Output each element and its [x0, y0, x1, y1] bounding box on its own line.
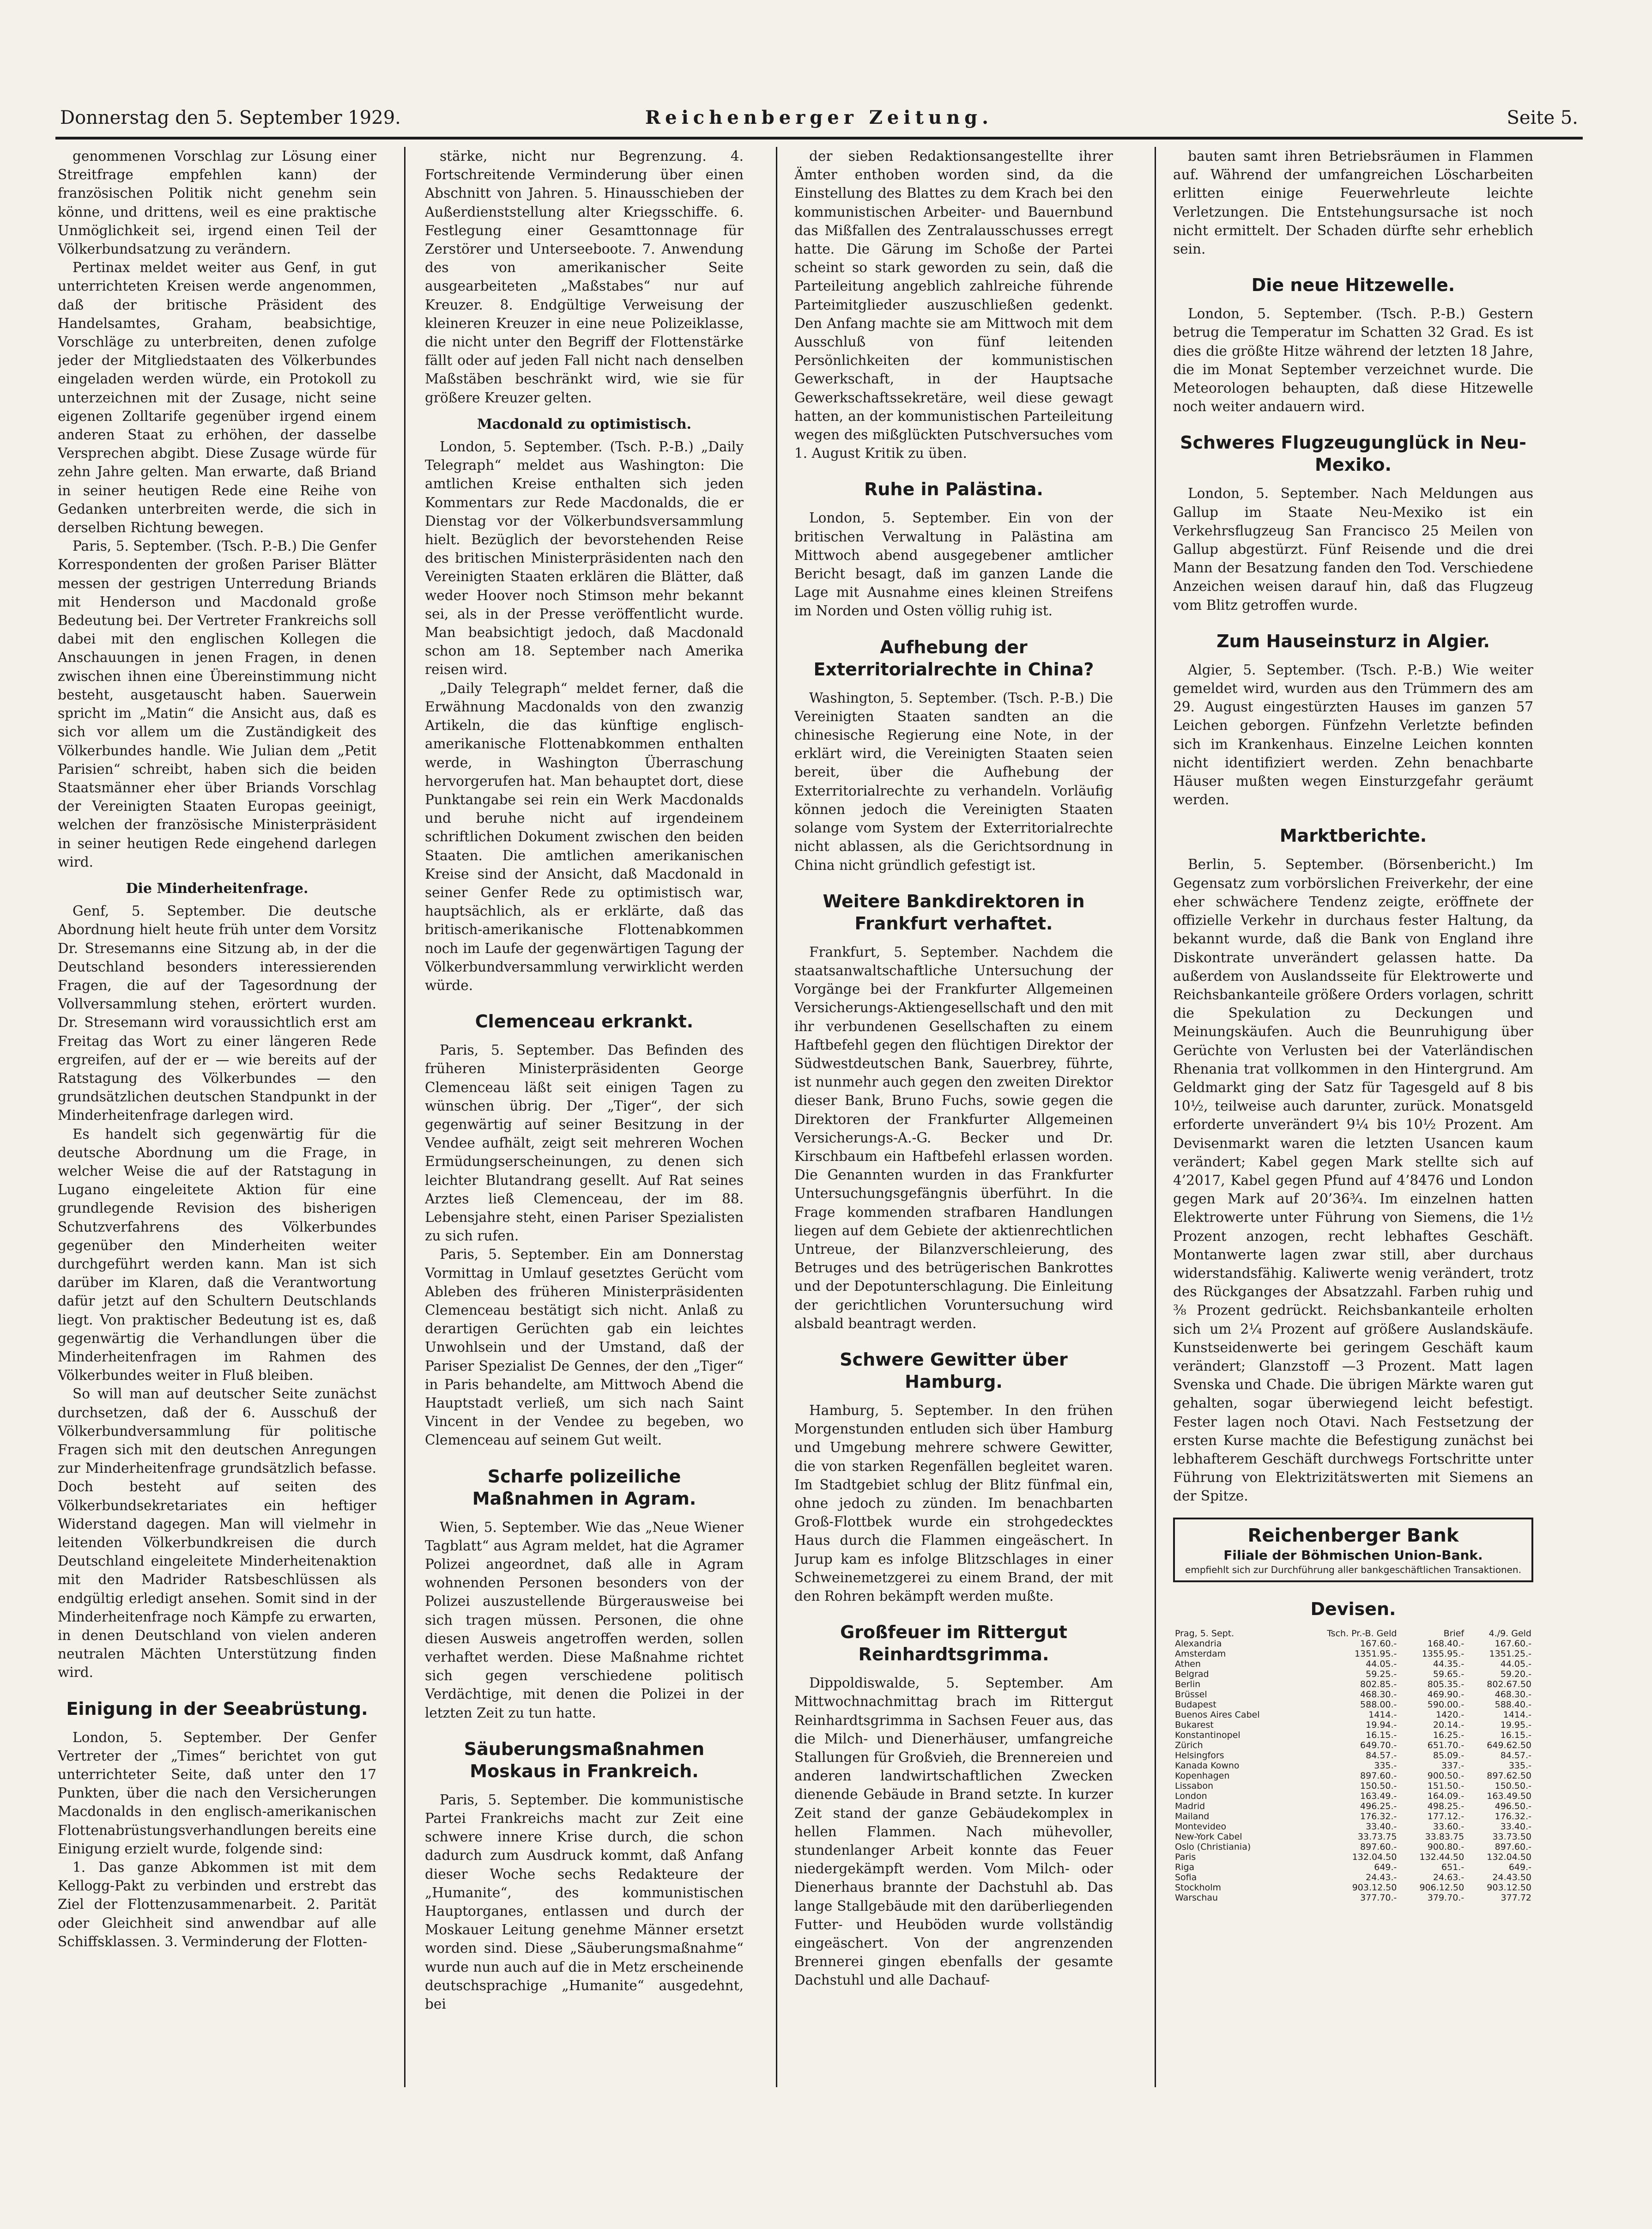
exchange-rate: 1414.- — [1503, 1709, 1531, 1720]
exchange-rate: 168.40.- — [1427, 1638, 1464, 1649]
exchange-rate: 59.20.- — [1500, 1669, 1531, 1679]
exchange-rate: 337.- — [1441, 1760, 1464, 1771]
exchange-rate: 468.30.- — [1495, 1689, 1531, 1700]
devisen-row — [1173, 1852, 1533, 1862]
devisen-row — [1173, 1659, 1533, 1669]
page-number: Seite 5. — [1507, 107, 1578, 128]
devisen-title: Devisen. — [1310, 1598, 1396, 1619]
exchange-rate: 335.- — [1508, 1760, 1531, 1771]
exchange-rate: 897.60.- — [1360, 1841, 1397, 1852]
devisen-row — [1173, 1669, 1533, 1679]
exchange-rate: 59.25.- — [1366, 1669, 1397, 1679]
column-divider — [404, 147, 405, 2087]
exchange-rate: 33.73.50 — [1492, 1831, 1531, 1842]
article-headline: Großfeuer im Rittergut Reinhardtsgrimma. — [840, 1622, 1067, 1665]
bank-subtitle: Filiale der Böhmischen Union-Bank. — [1223, 1547, 1483, 1563]
exchange-rate: 24.63.- — [1433, 1872, 1464, 1883]
exchange-rate: 897.60.- — [1360, 1770, 1397, 1781]
exchange-rate: 177.12.- — [1427, 1811, 1464, 1822]
exchange-rate: 649.70.- — [1360, 1740, 1397, 1750]
exchange-rate: 44.05.- — [1500, 1658, 1531, 1669]
exchange-rate: 132.04.50 — [1352, 1852, 1397, 1862]
article-paragraph: Frankfurt, 5. September. Nachdem die staatsanwaltschaftliche Untersuchung der Vorgänge bei der Frankfurter Allgemeinen Versicherungs-Aktiengesellschaft und den mit ihr verbundenen Gesellschaften zu einem Haftbefehl gegen den flüchtigen Direktor der Südwestdeutschen Bank, Sauerbrey, führte, ist nunmehr auch gegen den zweiten Direktor dieser Bank, Bruno Fuchs, sowie gegen die Direktoren der Frankfurter Allgemeinen Versicherungs-A.-G. Becker und Dr. Kirschbaum ein Haftbefehl erlassen worden. Die Genannten wurden in das Frankfurter Untersuchungsgefängnis überführt. In die Frage kommenden strafbaren Handlungen liegen auf dem Gebiete der aktienrechtlichen Untreue, der Bilanzverschleierung, des Betruges und des betrügerischen Bankrottes und der Depotunterschlagung. Die Einleitung der gerichtlichen Voruntersuchung wird alsbald beantragt werden. — [794, 944, 1113, 1331]
devisen-row — [1173, 1750, 1533, 1761]
exchange-rate: 16.15.- — [1500, 1730, 1531, 1740]
currency-place: Alexandria — [1175, 1638, 1222, 1649]
bank-advertisement — [1173, 1518, 1533, 1582]
exchange-rate: 44.05.- — [1366, 1658, 1397, 1669]
column-divider — [1155, 147, 1156, 2087]
exchange-rate: 651.- — [1441, 1862, 1464, 1872]
article-paragraph: Pertinax meldet weiter aus Genf, in gut unterrichteten Kreisen werde angenommen, daß der britische Präsident des Handelsamtes, Graham, beabsichtige, Vorschläge zu unterbreiten, denen zufolge jeder der Mitgliedstaaten des Völkerbundes eingeladen werden würde, ein Protokoll zu unterzeichnen mit der Zusage, nicht seine eigenen Zolltarife gegenüber irgend einem anderen Staat zu erhöhen, der dasselbe Versprechen abgibt. Diese Zusage würde für zehn Jahre gelten. Man erwarte, daß Briand in seiner heutigen Rede eine Reihe von Gedanken unterbreiten werde, die sich in derselben Richtung bewegen. — [58, 260, 376, 536]
exchange-rate: 132.44.50 — [1419, 1852, 1464, 1862]
bank-text: empfiehlt sich zur Durchführung aller bankgeschäftlichen Transaktionen. — [1185, 1564, 1521, 1575]
devisen-row — [1173, 1720, 1533, 1730]
article-headline: Die Minderheitenfrage. — [126, 880, 309, 897]
devisen-header-row — [1173, 1628, 1533, 1639]
exchange-rate: 496.25.- — [1360, 1801, 1397, 1811]
article-headline: Clemenceau erkrankt. — [475, 1011, 694, 1032]
article-paragraph: London, 5. September. Nach Meldungen aus Gallup im Staate Neu-Mexiko ist ein Verkehrsflugzeug San Francisco 25 Meilen von Gallup abgestürzt. Fünf Reisende und die drei Mann der Besatzung fanden den Tod. Verschiedene Anzeichen weisen darauf hin, daß das Flugzeug vom Blitz getroffen wurde. — [1173, 486, 1533, 613]
currency-place: Madrid — [1175, 1801, 1205, 1811]
column-1 — [58, 147, 376, 2085]
exchange-rate: 150.50.- — [1495, 1780, 1531, 1791]
article-paragraph: London, 5. September. Der Genfer Vertreter der „Times“ berichtet von gut unterrichteter Seite, daß unter den 17 Punkten, über die nach den Versicherungen Macdonalds in den englisch-amerikanischen Flottenabrüstungsverhandlungen bereits eine Einigung erzielt wurde, folgende sind: — [58, 1729, 376, 1857]
article-headline: Aufhebung der Exterritorialrechte in China? — [813, 637, 1094, 680]
article-paragraph: Berlin, 5. September. (Börsenbericht.) Im Gegensatz zum vorbörslichen Freiverkehr, der eine eher schwächere Tendenz zeigte, eröffnete der offizielle Verkehr in durchaus fester Haltung, da bekannt wurde, daß die Bank von England ihre Diskontrate unverändert gelassen hatte. Da außerdem von Auslandsseite für Elektrowerte und Reichsbankanteile größere Orders vorlagen, schritt die Spekulation zu Deckungen und Meinungskäufen. Auch die Beunruhigung über Gerüchte von Verlusten bei der Vaterländischen Rhenania trat vollkommen in den Hintergrund. Am Geldmarkt ging der Satz für Tagesgeld auf 8 bis 10½, teilweise auch darunter, zurück. Monatsgeld erforderte unverändert 9¼ bis 10½ Prozent. Am Devisenmarkt waren die letzten Usancen kaum verändert; Kabel gegen Mark stellte sich auf 4’2017, Kabel gegen Pfund auf 4’8476 und London gegen Mark auf 20’36¾. Im einzelnen hatten Elektrowerte unter Führung von Siemens, die 1½ Prozent anzogen, recht lebhaftes Geschäft. Montanwerte lagen zwar still, aber durchaus widerstandsfähig. Kaliwerte wenig verändert, trotz des Rückganges der Absatzzahl. Farben ruhig und ⅜ Prozent gedrückt. Reichsbankanteile erholten sich um 2¼ Prozent auf größere Auslandskäufe. Kunstseidenwerte bei geringem Geschäft kaum verändert; Glanzstoff —3 Prozent. Matt lagen Svenska und Chade. Die übrigen Märkte waren gut gehalten, sogar überwiegend leicht befestigt. Fester lagen noch Otavi. Nach Festsetzung der ersten Kurse machte die Befestigung zunächst bei lebhafterem Geschäft durchwegs Fortschritte unter Führung von Elektrizitätswerten mit Siemens an der Spitze. — [1173, 856, 1533, 1504]
exchange-rate: 802.67.50 — [1487, 1679, 1531, 1689]
column-4-articles — [1173, 147, 1533, 1506]
article-headline: Säuberungsmaßnahmen Moskaus in Frankreich. — [464, 1738, 705, 1781]
devisen-header-cell: 4./9. Geld — [1489, 1628, 1531, 1639]
exchange-rate: 588.40.- — [1495, 1699, 1531, 1710]
article-paragraph: London, 5. September. (Tsch. P.-B.) Gestern betrug die Temperatur im Schatten 32 Grad. Es ist dies die größte Hitze während der letzten 18 Jahre, die im Monat September verzeichnet wurde. Die Meteorologen behaupten, daß diese Hitzewelle noch weiter andauern wird. — [1173, 306, 1533, 415]
devisen-row — [1173, 1639, 1533, 1649]
exchange-rate: 33.60.- — [1433, 1821, 1464, 1832]
exchange-rate: 85.09.- — [1433, 1750, 1464, 1761]
exchange-rate: 897.62.50 — [1487, 1770, 1531, 1781]
currency-place: Berlin — [1175, 1679, 1201, 1689]
exchange-rate: 1414.- — [1368, 1709, 1397, 1720]
article-paragraph: genommenen Vorschlag zur Lösung einer Streitfrage empfehlen kann) der französischen Politik nicht genehm sein könne, und drittens, weil es eine praktische Unmöglichkeit sei, irgend einen Teil der Völkerbundsatzung zu verändern. — [58, 148, 376, 257]
article-paragraph: der sieben Redaktionsangestellte ihrer Ämter enthoben worden sind, da die Einstellung des Blattes zu dem Krach bei den kommunistischen Arbeiter- und Bauernbund das Mißfallen des Zentralausschusses erregt hatte. Die Gärung im Schoße der Partei scheint so stark geworden zu sein, daß die Parteileitung angeblich zahlreiche führende Parteimitglieder auszuschließen gedenkt. Den Anfang machte sie am Mittwoch mit dem Ausschluß von fünf leitenden Persönlichkeiten der kommunistischen Gewerkschaft, in der Hauptsache Gewerkschaftssekretäre, weil diese gewagt hatten, an der kommunistischen Parteileitung wegen des mißglückten Putschversuches vom 1. August Kritik zu üben. — [794, 148, 1113, 462]
exchange-rate: 167.60.- — [1495, 1638, 1531, 1649]
currency-place: Riga — [1175, 1862, 1195, 1872]
devisen-row — [1173, 1883, 1533, 1893]
exchange-rate: 906.12.50 — [1419, 1882, 1464, 1893]
devisen-row — [1173, 1740, 1533, 1750]
article-headline: Macdonald zu optimistisch. — [477, 416, 692, 432]
article-paragraph: Paris, 5. September. Die kommunistische Partei Frankreichs macht zur Zeit eine schwere innere Krise durch, die schon dadurch zum Ausdruck kommt, daß Anfang dieser Woche sechs Redakteure der „Humanite“, des kommunistischen Hauptorganes, entlassen und durch der Moskauer Leitung genehme Männer ersetzt worden sind. Diese „Säuberungsmaßnahme“ wurde nun auch auf die in Metz erscheinende deutschsprachige „Humanite“ ausgedehnt, bei — [425, 1792, 744, 2012]
exchange-rate: 176.32.- — [1495, 1811, 1531, 1822]
article-paragraph: „Daily Telegraph“ meldet ferner, daß die Erwähnung Macdonalds von den zwanzig Artikeln, die das künftige englisch-amerikanische Flottenabkommen enthalten werde, in Washington Überraschung hervorgerufen hat. Man behauptet dort, diese Punktangabe sei rein ein Werk Macdonalds und beruhe nicht auf irgendeinem schriftlichen Dokument zwischen den beiden Staaten. Die amtlichen amerikanischen Kreise sind der Ansicht, daß Macdonald in seiner Genfer Rede zu optimistisch war, hauptsächlich, als er erklärte, daß das britisch-amerikanische Flottenabkommen noch im Laufe der gegenwärtigen Tagung der Völkerbundversammlung verwirklicht werden würde. — [425, 680, 744, 993]
currency-place: Kopenhagen — [1175, 1770, 1230, 1781]
devisen-row — [1173, 1801, 1533, 1811]
exchange-rate: 151.50.- — [1427, 1780, 1464, 1791]
devisen-row — [1173, 1761, 1533, 1771]
devisen-table — [1173, 1628, 1533, 1903]
exchange-rate: 24.43.- — [1366, 1872, 1397, 1883]
currency-place: Warschau — [1175, 1892, 1218, 1903]
exchange-rate: 19.94.- — [1366, 1719, 1397, 1730]
header-rule — [55, 137, 1583, 140]
devisen-header-cell: Brief — [1443, 1628, 1464, 1639]
exchange-rate: 1351.25.- — [1489, 1648, 1531, 1659]
devisen-header-cell: Prag, 5. Sept. — [1175, 1628, 1234, 1639]
column-2 — [425, 147, 744, 2133]
currency-place: Mailand — [1175, 1811, 1210, 1822]
article-paragraph: Paris, 5. September. Das Befinden des früheren Ministerpräsidenten George Clemenceau läßt seit einigen Tagen zu wünschen übrig. Der „Tiger“, der sich gegenwärtig auf seiner Besitzung in der Vendee aufhält, zeigt seit mehreren Wochen Ermüdungserscheinungen, zu denen sich leichter Blutandrang gesellt. Auf Rat seines Arztes ließ Clemenceau, der im 88. Lebensjahre steht, einen Pariser Spezialisten zu sich rufen. — [425, 1042, 744, 1244]
article-headline: Weitere Bankdirektoren in Frankfurt verhaftet. — [823, 891, 1085, 934]
article-headline: Schwere Gewitter über Hamburg. — [840, 1349, 1068, 1392]
exchange-rate: 59.65.- — [1433, 1669, 1464, 1679]
article-paragraph: Dippoldiswalde, 5. September. Am Mittwochnachmittag brach im Rittergut Reinhardtsgrimma in Sachsen Feuer aus, das die Milch- und Dienerhäuser, umfangreiche Stallungen für Großvieh, die Brennereien und anderen landwirtschaftlichen Zwecken dienende Gebäude in Brand setzte. In kurzer Zeit stand der ganze Gebäudekomplex in hellen Flammen. Nach mühevoller, stundenlanger Arbeit konnte das Feuer niedergekämpft werden. Vom Milch- oder Dienerhaus brannte der Dachstuhl ab. Das lange Stallgebäude mit den darüberliegenden Futter- und Heuböden wurde vollständig eingeäschert. Von der angrenzenden Brennerei gingen ebenfalls der gesamte Dachstuhl und alle Dachauf- — [794, 1675, 1113, 1988]
exchange-rate: 1355.95.- — [1422, 1648, 1464, 1659]
devisen-row — [1173, 1700, 1533, 1710]
devisen-row — [1173, 1791, 1533, 1801]
exchange-rate: 377.72 — [1501, 1892, 1531, 1903]
exchange-rate: 1420.- — [1435, 1709, 1464, 1720]
exchange-rate: 377.70.- — [1360, 1892, 1397, 1903]
currency-place: Konstantinopel — [1175, 1730, 1241, 1740]
devisen-row — [1173, 1679, 1533, 1689]
exchange-rate: 903.12.50 — [1352, 1882, 1397, 1893]
article-headline: Einigung in der Seeabrüstung. — [66, 1698, 368, 1719]
currency-place: London — [1175, 1791, 1207, 1801]
exchange-rate: 900.80.- — [1427, 1841, 1464, 1852]
article-paragraph: London, 5. September. (Tsch. P.-B.) „Daily Telegraph“ meldet aus Washington: Die amtlichen Kreise enthalten sich jeden Kommentars zur Rede Macdonalds, die er Dienstag vor der Völkerbundsversammlung hielt. Bezüglich der bevorstehenden Reise des britischen Ministerpräsidenten nach den Vereinigten Staaten erklären die Blätter, daß weder Hoover noch Stimson mehr bekannt sei, als in der Presse veröffentlicht wurde. Man beabsichtigt jedoch, daß Macdonald schon am 18. September nach Amerika reisen wird. — [425, 439, 744, 678]
exchange-rate: 19.95.- — [1500, 1719, 1531, 1730]
currency-place: Amsterdam — [1175, 1648, 1226, 1659]
exchange-rate: 132.04.50 — [1487, 1852, 1531, 1862]
devisen-row — [1173, 1832, 1533, 1842]
exchange-rate: 33.73.75 — [1357, 1831, 1397, 1842]
currency-place: Stockholm — [1175, 1882, 1222, 1893]
exchange-rate: 167.60.- — [1360, 1638, 1397, 1649]
article-paragraph: Es handelt sich gegenwärtig für die deutsche Abordnung um die Frage, in welcher Weise die auf der Ratstagung in Lugano eingeleitete Aktion für eine grundlegende Revision des bisherigen Schutzverfahrens des Völkerbundes gegenüber den Minderheiten weiter durchgeführt werden kann. Man ist sich darüber im Klaren, daß die Verantwortung dafür jetzt auf den Schultern Deutschlands liegt. Von praktischer Bedeutung ist es, daß gegenwärtig die Verhandlungen über die Minderheitenfragen im Rahmen des Völkerbundes weiter in Fluß bleiben. — [58, 1126, 376, 1384]
article-headline: Scharfe polizeiliche Maßnahmen in Agram. — [472, 1466, 696, 1509]
article-paragraph: Washington, 5. September. (Tsch. P.-B.) Die Vereinigten Staaten sandten an die chinesische Regierung eine Note, in der erklärt wird, die Vereinigten Staaten seien bereit, über die Aufhebung der Exterritorialrechte zu verhandeln. Vorläufig können jedoch die Vereinigten Staaten solange vom System der Exterritorialrechte nicht ablassen, als die Gerichtsordnung in China nicht gründlich gefestigt ist. — [794, 690, 1113, 873]
article-paragraph: Genf, 5. September. Die deutsche Abordnung hielt heute früh unter dem Vorsitz Dr. Stresemanns eine Sitzung ab, in der die Deutschland besonders interessierenden Fragen, die auf der Tagesordnung der Vollversammlung stehen, erörtert wurden. Dr. Stresemann wird voraussichtlich erst am Freitag das Wort zu einer längeren Rede ergreifen, auf der er — wie bereits auf der Ratstagung des Völkerbundes — den grundsätzlichen deutschen Standpunkt in der Minderheitenfrage darlegen wird. — [58, 903, 376, 1124]
exchange-rate: 651.70.- — [1427, 1740, 1464, 1750]
exchange-rate: 176.32.- — [1360, 1811, 1397, 1822]
masthead: Reichenberger Zeitung. — [645, 107, 993, 128]
devisen-row — [1173, 1862, 1533, 1872]
exchange-rate: 805.35.- — [1427, 1679, 1464, 1689]
devisen-row — [1173, 1842, 1533, 1852]
bank-name: Reichenberger Bank — [1247, 1524, 1459, 1546]
exchange-rate: 496.50.- — [1495, 1801, 1531, 1811]
exchange-rate: 468.30.- — [1360, 1689, 1397, 1700]
article-paragraph: Hamburg, 5. September. In den frühen Morgenstunden entluden sich über Hamburg und Umgebung mehrere schwere Gewitter, die von starken Regenfällen begleitet waren. Im Stadtgebiet schlug der Blitz fünfmal ein, ohne jedoch zu zünden. Im benachbarten Groß-Flottbek wurde ein strohgedecktes Haus durch die Flammen eingeäschert. In Jurup kam es infolge Blitzschlages in einer Schweinemetzgerei zu einem Brand, der mit den Rohren bekämpft werden mußte. — [794, 1402, 1113, 1604]
article-paragraph: Algier, 5. September. (Tsch. P.-B.) Wie weiter gemeldet wird, wurden aus den Trümmern des am 29. August eingestürzten Hauses im ganzen 57 Leichen geborgen. Fünfzehn Verletzte befinden sich im Krankenhaus. Einzelne Leichen konnten nicht identifiziert werden. Zehn benachbarte Häuser mußten wegen Einsturzgefahr geräumt werden. — [1173, 662, 1533, 808]
column-4 — [1173, 147, 1533, 2133]
currency-place: Zürich — [1175, 1740, 1203, 1750]
devisen-row — [1173, 1730, 1533, 1740]
exchange-rate: 16.25.- — [1433, 1730, 1464, 1740]
currency-place: Belgrad — [1175, 1669, 1209, 1679]
article-headline: Marktberichte. — [1279, 826, 1427, 846]
article-headline: Ruhe in Palästina. — [864, 479, 1043, 500]
currency-place: Bukarest — [1175, 1719, 1214, 1730]
column-3 — [794, 147, 1113, 2133]
exchange-rate: 164.09.- — [1427, 1791, 1464, 1801]
exchange-rate: 20.14.- — [1433, 1719, 1464, 1730]
exchange-rate: 649.- — [1374, 1862, 1397, 1872]
article-headline: Die neue Hitzewelle. — [1251, 275, 1455, 296]
header-date: Donnerstag den 5. September 1929. — [60, 107, 401, 128]
exchange-rate: 33.40.- — [1366, 1821, 1397, 1832]
currency-place: Helsingfors — [1175, 1750, 1224, 1761]
currency-place: Montevideo — [1175, 1821, 1227, 1832]
currency-place: Sofia — [1175, 1872, 1197, 1883]
article-paragraph: Paris, 5. September. (Tsch. P.-B.) Die Genfer Korrespondenten der großen Pariser Blätter messen der gestrigen Unterredung Briands mit Henderson und Macdonald große Bedeutung bei. Der Vertreter Frankreichs soll dabei mit den englischen Kollegen die Anschauungen in jenen Fragen, in denen zwischen ihnen eine Übereinstimmung nicht besteht, ausgetauscht haben. Sauerwein spricht im „Matin“ die Ansicht aus, daß es sich vor allem um die Zuständigkeit des Völkerbundes handle. Wie Julian dem „Petit Parisien“ schreibt, haben sich die beiden Staatsmänner eher über Briands Vorschlag der Vereinigten Staaten Europas geeinigt, welchen der französische Ministerpräsident in seiner heutigen Rede eingehend darlegen wird. — [58, 538, 376, 870]
exchange-rate: 498.25.- — [1427, 1801, 1464, 1811]
devisen-row — [1173, 1649, 1533, 1659]
exchange-rate: 163.49.50 — [1487, 1791, 1531, 1801]
exchange-rate: 335.- — [1374, 1760, 1397, 1771]
currency-place: Oslo (Christiania) — [1175, 1841, 1251, 1852]
article-paragraph: bauten samt ihren Betriebsräumen in Flammen auf. Während der umfangreichen Löscharbeiten erlitten einige Feuerwehrleute leichte Verletzungen. Die Entstehungsursache ist noch nicht ermittelt. Der Schaden dürfte sehr erheblich sein. — [1173, 148, 1533, 257]
exchange-rate: 163.49.- — [1360, 1791, 1397, 1801]
currency-place: New-York Cabel — [1175, 1831, 1242, 1842]
exchange-rate: 649.- — [1508, 1862, 1531, 1872]
exchange-rate: 379.70.- — [1427, 1892, 1464, 1903]
exchange-rate: 802.85.- — [1360, 1679, 1397, 1689]
article-paragraph: 1. Das ganze Abkommen ist mit dem Kellogg-Pakt zu verbinden und erstrebt das Ziel der Flottenzusammenarbeit. 2. Parität oder Gleichheit sind anwendbar auf alle Schiffsklassen. 3. Verminderung der Flotten- — [58, 1859, 376, 1950]
article-paragraph: Wien, 5. September. Wie das „Neue Wiener Tagblatt“ aus Agram meldet, hat die Agramer Polizei angeordnet, daß alle in Agram wohnenden Personen besonders von der Polizei auszustellende Bürgerausweise bei sich tragen müssen. Personen, die ohne diesen Ausweis angetroffen werden, sollen verhaftet werden. Diese Maßnahme richtet sich gegen verschiedene politisch Verdächtige, mit denen die Polizei in der letzten Zeit zu tun hatte. — [425, 1519, 744, 1721]
exchange-rate: 590.00.- — [1427, 1699, 1464, 1710]
currency-place: Kanada Kowno — [1175, 1760, 1240, 1771]
exchange-rate: 897.60.- — [1495, 1841, 1531, 1852]
exchange-rate: 150.50.- — [1360, 1780, 1397, 1791]
devisen-row — [1173, 1893, 1533, 1903]
currency-place: Budapest — [1175, 1699, 1216, 1710]
currency-place: Paris — [1175, 1852, 1196, 1862]
exchange-rate: 903.12.50 — [1487, 1882, 1531, 1893]
devisen-row — [1173, 1710, 1533, 1720]
page-header — [60, 99, 1578, 136]
devisen-row — [1173, 1822, 1533, 1832]
exchange-rate: 900.50.- — [1427, 1770, 1464, 1781]
column-divider — [776, 147, 777, 2087]
currency-place: Athen — [1175, 1658, 1201, 1669]
exchange-rate: 469.90.- — [1427, 1689, 1464, 1700]
article-headline: Schweres Flugzeugunglück in Neu-Mexiko. — [1180, 432, 1526, 475]
currency-place: Lissabon — [1175, 1780, 1214, 1791]
devisen-header-cell: Tsch. Pr.-B. Geld — [1327, 1628, 1397, 1639]
exchange-rate: 84.57.- — [1366, 1750, 1397, 1761]
article-paragraph: So will man auf deutscher Seite zunächst durchsetzen, daß der 6. Ausschuß der Völkerbundversammlung für politische Fragen sich mit den deutschen Anregungen zur Minderheitenfrage grundsätzlich befasse. Doch besteht auf seiten des Völkerbundsekretariates ein heftiger Widerstand dagegen. Man will vielmehr in leitenden Völkerbundkreisen die durch Deutschland eingeleitete Minderheitenaktion mit den Madrider Ratsbeschlüssen als endgültig erledigt ansehen. Somit sind in der Minderheitenfrage noch Kämpfe zu erwarten, in denen Deutschland von vielen anderen neutralen Mächten Unterstützung finden wird. — [58, 1386, 376, 1681]
exchange-rate: 1351.95.- — [1354, 1648, 1397, 1659]
devisen-row — [1173, 1811, 1533, 1822]
exchange-rate: 33.40.- — [1500, 1821, 1531, 1832]
devisen-row — [1173, 1781, 1533, 1791]
exchange-rate: 33.83.75 — [1425, 1831, 1464, 1842]
currency-place: Buenos Aires Cabel — [1175, 1709, 1260, 1720]
devisen-row — [1173, 1771, 1533, 1781]
article-headline: Zum Hauseinsturz in Algier. — [1216, 631, 1490, 651]
exchange-rate: 649.62.50 — [1487, 1740, 1531, 1750]
devisen-row — [1173, 1689, 1533, 1700]
exchange-rate: 84.57.- — [1500, 1750, 1531, 1761]
exchange-rate: 588.00.- — [1360, 1699, 1397, 1710]
article-paragraph: London, 5. September. Ein von der britischen Verwaltung in Palästina am Mittwoch abend ausgegebener amtlicher Bericht besagt, daß im ganzen Lande die Lage mit Ausnahme eines kleinen Streifens im Norden und Osten völlig ruhig ist. — [794, 510, 1113, 619]
article-paragraph: Paris, 5. September. Ein am Donnerstag Vormittag in Umlauf gesetztes Gerücht vom Ableben des früheren Ministerpräsidenten Clemenceau bestätigt sich nicht. Anlaß zu derartigen Gerüchten gab ein leichtes Unwohlsein und der Umstand, daß der Pariser Spezialist De Gennes, der den „Tiger“ in Paris behandelte, am Mittwoch Abend die Hauptstadt verließ, um sich nach Saint Vincent in der Vendee zu begeben, wo Clemenceau auf seinem Gut weilt. — [425, 1246, 744, 1448]
exchange-rate: 16.15.- — [1366, 1730, 1397, 1740]
exchange-rate: 44.35.- — [1433, 1658, 1464, 1669]
currency-place: Brüssel — [1175, 1689, 1207, 1700]
devisen-row — [1173, 1872, 1533, 1883]
exchange-rate: 24.43.50 — [1492, 1872, 1531, 1883]
article-paragraph: stärke, nicht nur Begrenzung. 4. Fortschreitende Verminderung über einen Abschnitt von Jahren. 5. Hinausschieben der Außerdienststellung alter Kriegsschiffe. 6. Festlegung einer Gesamttonnage für Zerstörer und Unterseeboote. 7. Anwendung des von amerikanischer Seite ausgearbeiteten „Maßstabes“ nur auf Kreuzer. 8. Endgültige Verweisung der kleineren Kreuzer in eine neue Polizeiklasse, die nicht unter den Begriff der Flottenstärke fällt oder auf jeden Fall nicht nach denselben Maßstäben beschränkt wird, wie sie für größere Kreuzer gelten. — [425, 148, 744, 406]
